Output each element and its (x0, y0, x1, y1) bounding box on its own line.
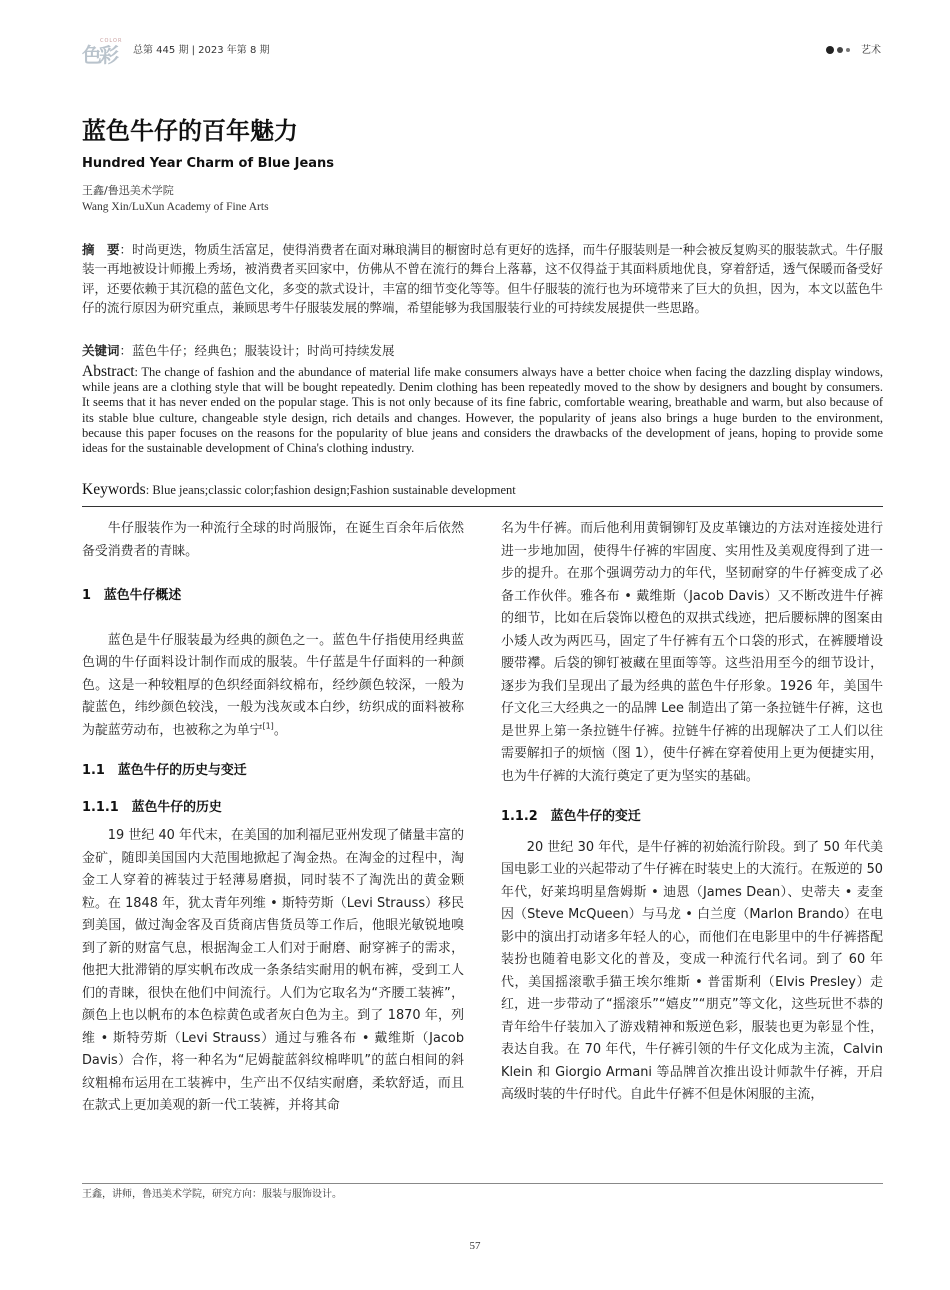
section-tag: 艺术 (861, 45, 881, 56)
paragraph-4: 20 世纪 30 年代，是牛仔裤的初始流行阶段。到了 50 年代美国电影工业的兴起带动了牛仔裤在时装史上的大流行。在叛逆的 50 年代，好莱坞明星詹姆斯 • 迪恩（James Dean）、史蒂夫 • 麦奎因（Steve McQueen）与马龙 • 白兰度（Marlon Brando）在电影中的演出打动诸多年轻人的心，而他们在电影里中的牛仔裤搭配装扮也随着电影文化的普及，变成一种流行代名词。到了 60 年代，美国摇滚歌手猫王埃尔维斯 • 普雷斯利（Elvis Presley）走红，进一步带动了“摇滚乐”“嬉皮”“朋克”等文化，这些玩世不恭的青年给牛仔装加入了游戏精神和叛逆色彩，服装也更为彰显个性，表达自我。在 70 年代，牛仔裤引领的牛仔文化成为主流，Calvin Klein 和 Giorgio Armani 等品牌首次推出设计师款牛仔裤，开启高级时装的牛仔时代。自此牛仔裤不但是休闲服的主流， (501, 839, 883, 1102)
keywords-en (82, 481, 883, 499)
heading-1: 1 蓝色牛仔概述 (82, 588, 182, 603)
body-column-left (82, 518, 464, 1118)
author-footnote: 王鑫，讲师，鲁迅美术学院，研究方向：服装与服饰设计。 (82, 1189, 342, 1200)
paragraph-3: 名为牛仔裤。而后他利用黄铜铆钉及皮革镶边的方法对连接处进行进一步地加固，使得牛仔裤的牢固度、实用性及美观度得到了进一步的提升。在那个强调劳动力的年代，坚韧耐穿的牛仔裤变成了必备工作伙伴。雅各布 • 戴维斯（Jacob Davis）又不断改进牛仔裤的细节，比如在后袋饰以橙色的双拱式线迹，把后腰标牌的图案由小矮人改为两匹马，固定了牛仔裤有五个口袋的形式，在裤腰增设腰带襻。后袋的铆钉被藏在里面等等。这些沿用至今的细节设计，逐步为我们呈现出了最为经典的蓝色牛仔形象。1926 年，美国牛仔文化三大经典之一的品牌 Lee 制造出了第一条拉链牛仔裤，这也是世界上第一条拉链牛仔裤。拉链牛仔裤的出现解决了工人们以往需要解扣子的烦恼（图 1），使牛仔裤在穿着使用上更为便捷实用，也为牛仔裤的大流行奠定了更为坚实的基础。 (501, 521, 883, 784)
footnote-divider (82, 1183, 883, 1184)
heading-1-1-2: 1.1.2 蓝色牛仔的变迁 (501, 809, 641, 824)
citation-ref: [1] (262, 721, 274, 731)
heading-1-1-1: 1.1.1 蓝色牛仔的历史 (82, 799, 222, 815)
author-en: Wang Xin/LuXun Academy of Fine Arts (82, 201, 269, 213)
abstract-cn (82, 240, 883, 318)
keywords-label-en: Keywords (82, 481, 146, 498)
logo-tiny-text: COLOR (100, 38, 123, 44)
journal-logo (82, 38, 128, 68)
keywords-text-cn: ：蓝色牛仔；经典色；服装设计；时尚可持续发展 (119, 343, 395, 358)
author-cn: 王鑫/鲁迅美术学院 (82, 184, 174, 197)
keywords-label-cn: 关键词 (82, 343, 120, 358)
abstract-text-en: : The change of fashion and the abundance of material life make consumers always have a better choice when facing the dazzling display windows, while jeans are a clothing style that will be bought repeatedly. Denim clothing has been repeatedly moved to the show by designers and bought by consumers. It seems that it has never ended on the popular stage. This is not only because of its fine fabric, comfortable wearing, breathable and warm, but also because of its stable blue culture, changeable style design, rich details and changes. However, the popularity of jeans also brings a huge burden to the environment, because this paper focuses on the reasons for the popularity of blue jeans and considers the drawbacks of the development of jeans, hoping to provide some ideas for the sustainable development of China's clothing industry. (82, 365, 883, 456)
paragraph-1-end: 。 (273, 722, 287, 738)
body-column-right (501, 518, 883, 1107)
issue-info: 总第 445 期 | 2023 年第 8 期 (133, 45, 270, 56)
keywords-cn (82, 341, 883, 360)
dots-icon (826, 46, 850, 54)
logo-text: 色彩 (82, 43, 116, 67)
abstract-en (82, 364, 883, 456)
abstract-label-cn: 摘 要 (82, 242, 120, 257)
paragraph-1 (82, 630, 464, 743)
heading-1-1: 1.1 蓝色牛仔的历史与变迁 (82, 763, 247, 778)
divider (82, 506, 883, 507)
paragraph-intro: 牛仔服装作为一种流行全球的时尚服饰，在诞生百余年后依然备受消费者的青睐。 (82, 521, 464, 559)
abstract-label-en: Abstract (82, 363, 135, 380)
paragraph-2: 19 世纪 40 年代末，在美国的加利福尼亚州发现了储量丰富的金矿，随即美国国内大范围地掀起了淘金热。在淘金的过程中，淘金工人穿着的裤装过于轻薄易磨损，同时装不了淘洗出的黄金颗粒。在 1848 年，犹太青年列维 • 斯特劳斯（Levi Strauss）移民到美国，做过淘金客及百货商店售货员等工作后，他眼光敏锐地嗅到了新的财富气息，根据淘金工人们对于耐磨、耐穿裤子的需求，他把大批滞销的厚实帆布改成一条条结实耐用的帆布裤，受到工人们的青睐，很快在他们中间流行。人们为它取名为“齐腰工装裤”，颜色上也以帆布的本色棕黄色或者灰白色为主。到了 1870 年，列维 • 斯特劳斯（Levi Strauss）通过与雅各布 • 戴维斯（Jacob Davis）合作，将一种名为“尼姆靛蓝斜纹棉哔叽”的蓝白相间的斜纹粗棉布运用在工装裤中，生产出不仅结实耐磨，柔软舒适，而且在款式上更加美观的新一代工装裤，并将其命 (82, 828, 464, 1113)
article-title-cn: 蓝色牛仔的百年魅力 (82, 117, 298, 145)
abstract-text-cn: ：时尚更迭，物质生活富足，使得消费者在面对琳琅满目的橱窗时总有更好的选择，而牛仔服装则是一种会被反复购买的服装款式。牛仔服装一再地被设计师搬上秀场，被消费者买回家中，仿佛从不曾在流行的舞台上落幕，这不仅得益于其面料质地优良，穿着舒适，透气保暖而备受好评，还要依赖于其沉稳的蓝色文化，多变的款式设计，丰富的细节变化等等。但牛仔服装的流行也为环境带来了巨大的负担，因为，本文以蓝色牛仔的流行原因为研究重点，兼顾思考牛仔服装发展的弊端，希望能够为我国服装行业的可持续发展提供一些思路。 (82, 242, 883, 316)
keywords-text-en: : Blue jeans;classic color;fashion design;Fashion sustainable development (145, 483, 516, 497)
article-title-en: Hundred Year Charm of Blue Jeans (82, 156, 335, 171)
paragraph-1-text: 蓝色是牛仔服装最为经典的颜色之一。蓝色牛仔指使用经典蓝色调的牛仔面料设计制作而成的服装。牛仔蓝是牛仔面料的一种颜色。这是一种较粗厚的色织经面斜纹棉布，经纱颜色较深，一般为靛蓝色，纬纱颜色较浅，一般为浅灰或本白纱，纺织成的面料被称为靛蓝劳动布，也被称之为单宁 (82, 632, 464, 738)
page-number: 57 (469, 1240, 481, 1252)
